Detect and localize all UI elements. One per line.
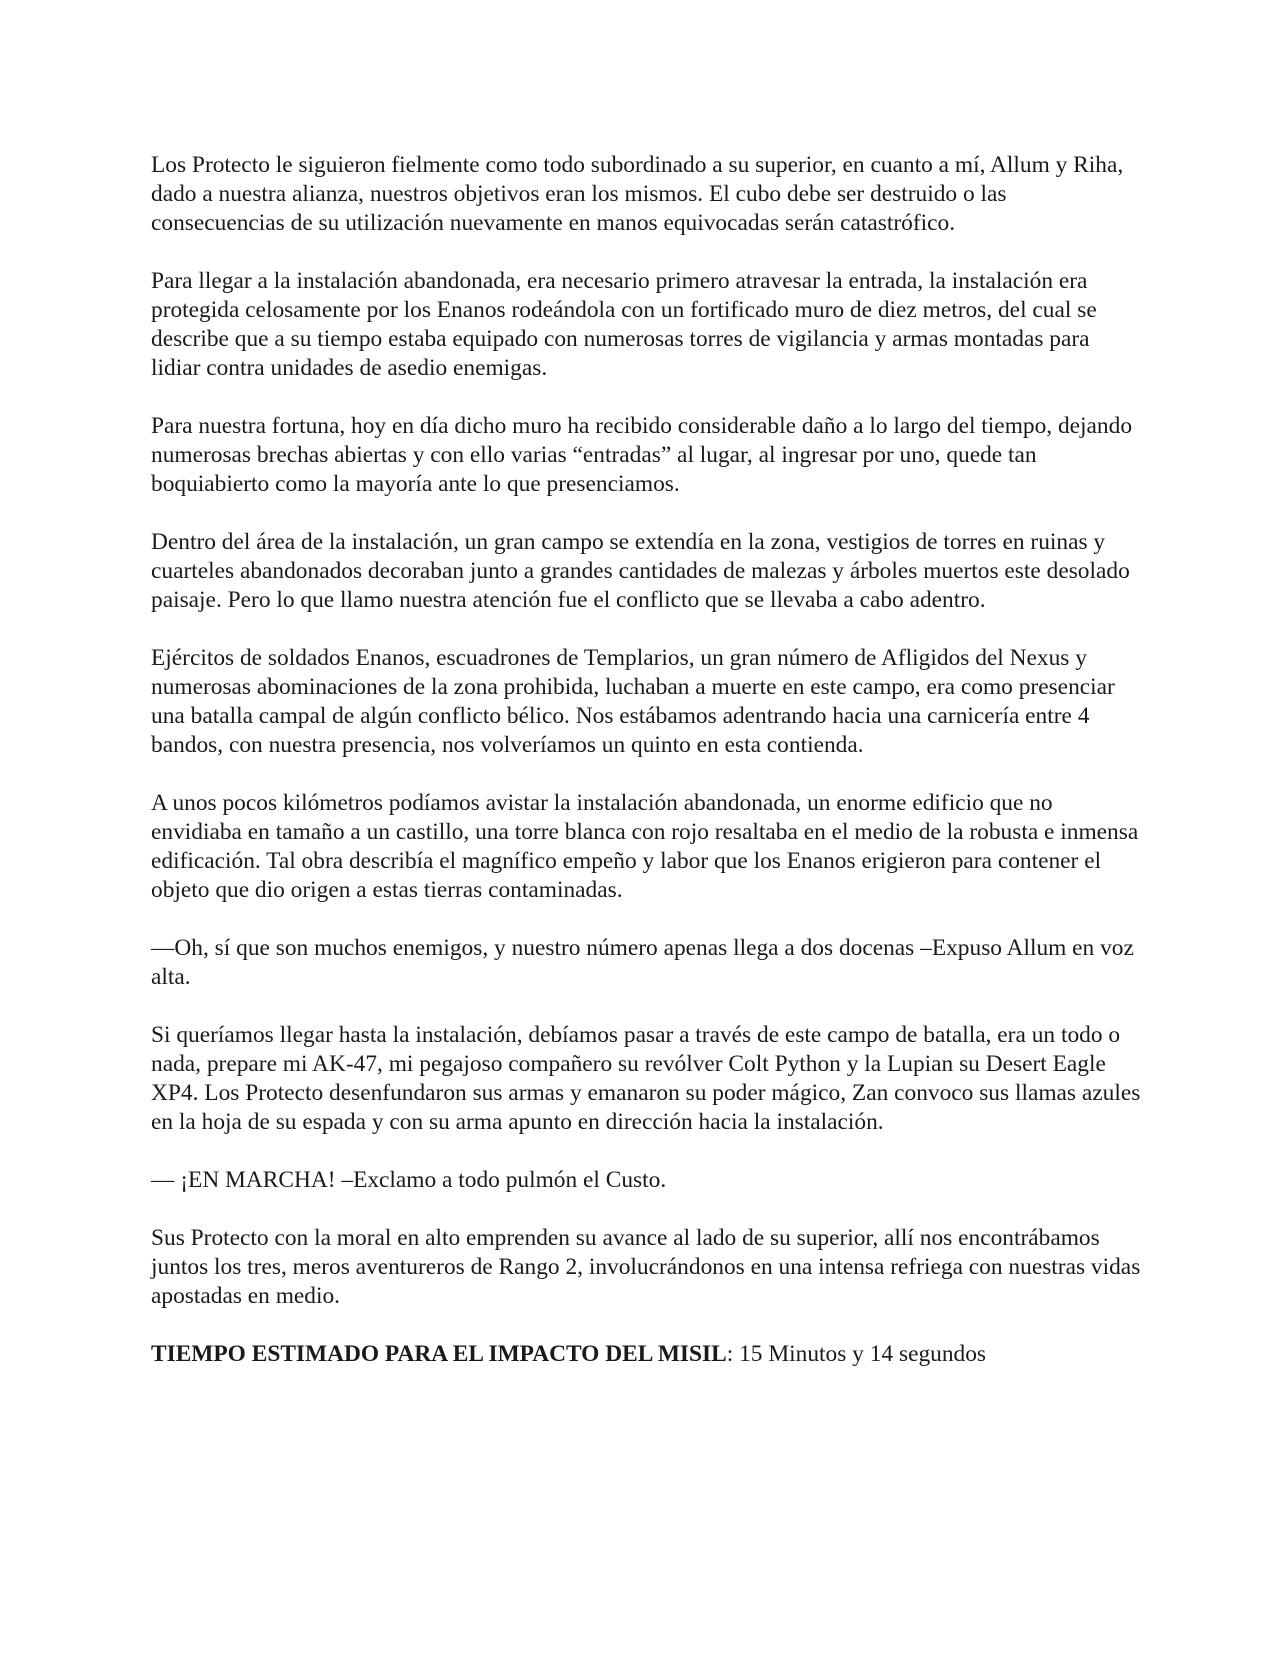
missile-timer-value: 15 Minutos y 14 segundos [733, 1341, 987, 1367]
missile-timer-separator: : [726, 1341, 734, 1367]
paragraph-8: Sus Protecto con la moral en alto emprenden su avance al lado de su superior, allí nos encontrábamos juntos los tres, meros aventureros de Rango 2, involucrándonos en una intensa refriega con nuestras vidas apostadas en medio. [151, 1225, 1141, 1309]
document-body [151, 151, 1141, 1369]
paragraph-4: Dentro del área de la instalación, un gran campo se extendía en la zona, vestigios de torres en ruinas y cuarteles abandonados decoraban junto a grandes cantidades de malezas y árboles muertos este desolado paisaje. Pero lo que llamo nuestra atención fue el conflicto que se llevaba a cabo adentro. [151, 529, 1130, 613]
missile-timer-line [151, 1340, 1141, 1369]
missile-timer-label: TIEMPO ESTIMADO PARA EL IMPACTO DEL MISIL [151, 1341, 727, 1367]
paragraph-2: Para llegar a la instalación abandonada, era necesario primero atravesar la entrada, la instalación era protegida celosamente por los Enanos rodeándola con un fortificado muro de diez metros, del cual se describe que a su tiempo estaba equipado con numerosas torres de vigilancia y armas montadas para lidiar contra unidades de asedio enemigas. [151, 268, 1097, 381]
dialogue-custo: — ¡EN MARCHA! –Exclamo a todo pulmón el Custo. [151, 1167, 667, 1193]
dialogue-allum: —Oh, sí que son muchos enemigos, y nuestro número apenas llega a dos docenas –Expuso Allum en voz alta. [151, 935, 1134, 990]
paragraph-1: Los Protecto le siguieron fielmente como todo subordinado a su superior, en cuanto a mí, Allum y Riha, dado a nuestra alianza, nuestros objetivos eran los mismos. El cubo debe ser destruido o las consecuencias de su utilización nuevamente en manos equivocadas serán catastrófico. [151, 152, 1124, 236]
paragraph-3: Para nuestra fortuna, hoy en día dicho muro ha recibido considerable daño a lo largo del tiempo, dejando numerosas brechas abiertas y con ello varias “entradas” al lugar, al ingresar por uno, quede tan boquiabierto como la mayoría ante lo que presenciamos. [151, 413, 1133, 497]
paragraph-6: A unos pocos kilómetros podíamos avistar la instalación abandonada, un enorme edificio que no envidiaba en tamaño a un castillo, una torre blanca con rojo resaltaba en el medio de la robusta e inmensa edificación. Tal obra describía el magnífico empeño y labor que los Enanos erigieron para contener el objeto que dio origen a estas tierras contaminadas. [151, 790, 1139, 903]
paragraph-7: Si queríamos llegar hasta la instalación, debíamos pasar a través de este campo de batalla, era un todo o nada, prepare mi AK-47, mi pegajoso compañero su revólver Colt Python y la Lupian su Desert Eagle XP4. Los Protecto desenfundaron sus armas y emanaron su poder mágico, Zan convoco sus llamas azules en la hoja de su espada y con su arma apunto en dirección hacia la instalación. [151, 1022, 1141, 1135]
paragraph-5: Ejércitos de soldados Enanos, escuadrones de Templarios, un gran número de Afligidos del Nexus y numerosas abominaciones de la zona prohibida, luchaban a muerte en este campo, era como presenciar una batalla campal de algún conflicto bélico. Nos estábamos adentrando hacia una carnicería entre 4 bandos, con nuestra presencia, nos volveríamos un quinto en esta contienda. [151, 645, 1115, 758]
